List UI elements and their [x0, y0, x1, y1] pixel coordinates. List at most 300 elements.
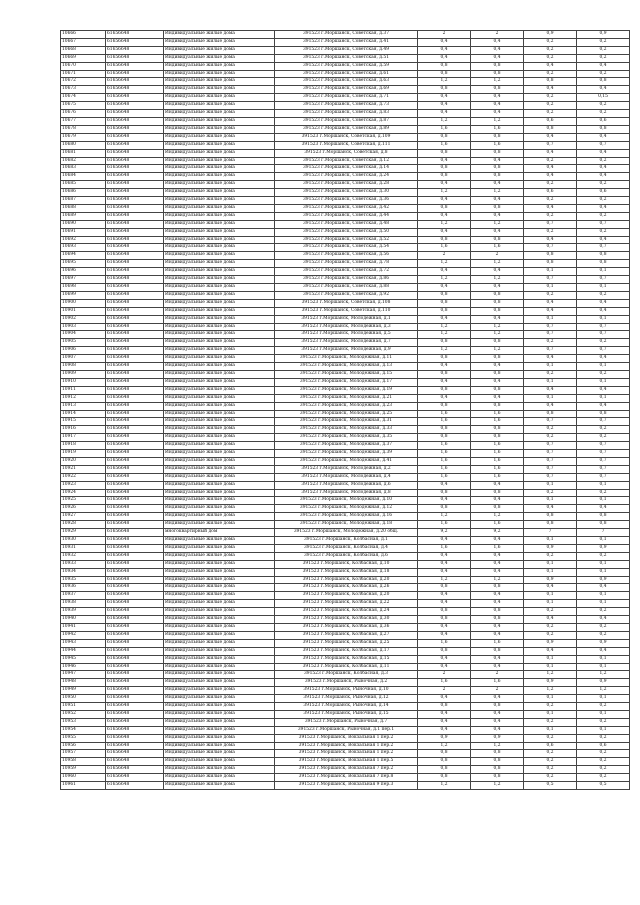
- code-cell: 61656648: [106, 220, 164, 228]
- value-cell-2: 1,2: [471, 117, 524, 125]
- value-cell-2: 0,4: [471, 600, 524, 608]
- value-cell-4: 0,1: [577, 655, 630, 663]
- table-row: [61, 647, 630, 655]
- object-type-cell: Индивидуальные жилые дома: [164, 78, 275, 86]
- row-number-cell: 10681: [61, 149, 106, 157]
- table-row: [61, 268, 630, 276]
- value-cell-2: 1,2: [471, 276, 524, 284]
- value-cell-1: 1,6: [418, 473, 471, 481]
- value-cell-2: 0,4: [471, 54, 524, 62]
- value-cell-2: 0,8: [471, 133, 524, 141]
- object-type-cell: Индивидуальные жилые дома: [164, 370, 275, 378]
- value-cell-2: 0,4: [471, 631, 524, 639]
- address-cell: 391523 г.Моршанск, Советская, д.44: [275, 212, 418, 220]
- object-type-cell: Индивидуальные жилые дома: [164, 489, 275, 497]
- row-number-cell: 10917: [61, 434, 106, 442]
- object-type-cell: Индивидуальные жилые дома: [164, 204, 275, 212]
- code-cell: 61656648: [106, 291, 164, 299]
- row-number-cell: 10956: [61, 742, 106, 750]
- row-number-cell: 10667: [61, 38, 106, 46]
- value-cell-2: 0,9: [471, 734, 524, 742]
- value-cell-2: 1,6: [471, 457, 524, 465]
- code-cell: 61656648: [106, 774, 164, 782]
- code-cell: 61656648: [106, 228, 164, 236]
- address-cell: 391523 г.Моршанск, Молодежная, д.8: [275, 489, 418, 497]
- table-row: [61, 339, 630, 347]
- row-number-cell: 10676: [61, 110, 106, 118]
- value-cell-4: 0,2: [577, 631, 630, 639]
- object-type-cell: Индивидуальные жилые дома: [164, 497, 275, 505]
- value-cell-2: 0,8: [471, 766, 524, 774]
- value-cell-4: 0,4: [577, 133, 630, 141]
- row-number-cell: 10688: [61, 204, 106, 212]
- value-cell-2: 0,8: [471, 355, 524, 363]
- row-number-cell: 10910: [61, 378, 106, 386]
- address-cell: 391523 г.Моршанск, Вокзальная 9 пер.3: [275, 782, 418, 790]
- object-type-cell: Индивидуальные жилые дома: [164, 457, 275, 465]
- value-cell-2: 1,6: [471, 639, 524, 647]
- code-cell: 61656648: [106, 141, 164, 149]
- address-cell: 391523 г.Моршанск, Молодежная, д.37: [275, 442, 418, 450]
- table-row: [61, 54, 630, 62]
- code-cell: 61656648: [106, 426, 164, 434]
- value-cell-2: 0,8: [471, 173, 524, 181]
- address-cell: 391523 г.Моршанск, Молодежная, д.2: [275, 465, 418, 473]
- value-cell-2: 0,8: [471, 62, 524, 70]
- address-cell: 391523 г.Моршанск, Советская, д.87: [275, 117, 418, 125]
- address-cell: 391523 г.Моршанск, Молодежная, д.17: [275, 378, 418, 386]
- value-cell-4: 0,7: [577, 276, 630, 284]
- value-cell-2: 1,2: [471, 782, 524, 790]
- row-number-cell: 10908: [61, 363, 106, 371]
- value-cell-1: 0,4: [418, 363, 471, 371]
- value-cell-2: 0,8: [471, 370, 524, 378]
- object-type-cell: Индивидуальные жилые дома: [164, 450, 275, 458]
- code-cell: 61656648: [106, 600, 164, 608]
- value-cell-4: 0,8: [577, 521, 630, 529]
- value-cell-4: 0,1: [577, 592, 630, 600]
- value-cell-4: 0,4: [577, 86, 630, 94]
- value-cell-2: 0,8: [471, 774, 524, 782]
- value-cell-1: 0,8: [418, 774, 471, 782]
- value-cell-4: 0,9: [577, 639, 630, 647]
- value-cell-4: 0,7: [577, 418, 630, 426]
- object-type-cell: Индивидуальные жилые дома: [164, 655, 275, 663]
- value-cell-3: 0,2: [524, 94, 577, 102]
- value-cell-2: 0,8: [471, 505, 524, 513]
- value-cell-1: 0,8: [418, 386, 471, 394]
- object-type-cell: Индивидуальные жилые дома: [164, 363, 275, 371]
- address-cell: 391523 г.Моршанск, Советская, д.110: [275, 307, 418, 315]
- value-cell-4: 0,8: [577, 125, 630, 133]
- value-cell-4: 0,6: [577, 742, 630, 750]
- value-cell-2: 1,2: [471, 220, 524, 228]
- value-cell-1: 1,6: [418, 457, 471, 465]
- row-number-cell: 10929: [61, 529, 106, 537]
- value-cell-3: 0,4: [524, 204, 577, 212]
- object-type-cell: Индивидуальные жилые дома: [164, 378, 275, 386]
- row-number-cell: 10912: [61, 394, 106, 402]
- object-type-cell: Индивидуальные жилые дома: [164, 623, 275, 631]
- data-table: [60, 30, 630, 790]
- value-cell-4: 0,1: [577, 315, 630, 323]
- row-number-cell: 10903: [61, 323, 106, 331]
- value-cell-3: 0,2: [524, 434, 577, 442]
- address-cell: 391523 г.Моршанск, Молодежная, д.33: [275, 426, 418, 434]
- value-cell-1: 2: [418, 671, 471, 679]
- data-table-sheet: [60, 30, 607, 790]
- row-number-cell: 10933: [61, 560, 106, 568]
- value-cell-2: 0,8: [471, 703, 524, 711]
- value-cell-2: 1,6: [471, 418, 524, 426]
- value-cell-2: 1,2: [471, 189, 524, 197]
- code-cell: 61656648: [106, 521, 164, 529]
- address-cell: 391523 г.Моршанск, Колбасная, д.24: [275, 608, 418, 616]
- value-cell-3: 0,4: [524, 386, 577, 394]
- value-cell-3: 0,2: [524, 750, 577, 758]
- table-row: [61, 774, 630, 782]
- value-cell-3: 0,7: [524, 276, 577, 284]
- value-cell-4: 0,1: [577, 560, 630, 568]
- object-type-cell: Индивидуальные жилые дома: [164, 568, 275, 576]
- value-cell-4: 0,5: [577, 782, 630, 790]
- address-cell: 391523 г.Моршанск, Советская, д.50: [275, 228, 418, 236]
- value-cell-2: 0,4: [471, 315, 524, 323]
- value-cell-4: 0,1: [577, 600, 630, 608]
- table-row: [61, 252, 630, 260]
- value-cell-2: 0,4: [471, 181, 524, 189]
- row-number-cell: 10679: [61, 133, 106, 141]
- value-cell-4: 0,4: [577, 165, 630, 173]
- value-cell-3: 0,2: [524, 623, 577, 631]
- value-cell-3: 0,1: [524, 363, 577, 371]
- row-number-cell: 10949: [61, 687, 106, 695]
- table-row: [61, 355, 630, 363]
- value-cell-3: 0,1: [524, 655, 577, 663]
- code-cell: 61656648: [106, 149, 164, 157]
- value-cell-4: 0,1: [577, 394, 630, 402]
- value-cell-4: 0,9: [577, 31, 630, 39]
- object-type-cell: Индивидуальные жилые дома: [164, 718, 275, 726]
- value-cell-2: 1,6: [471, 141, 524, 149]
- row-number-cell: 10951: [61, 703, 106, 711]
- value-cell-1: 1,2: [418, 782, 471, 790]
- value-cell-2: 0,8: [471, 291, 524, 299]
- value-cell-1: 0,8: [418, 291, 471, 299]
- value-cell-4: 0,4: [577, 402, 630, 410]
- value-cell-4: 0,1: [577, 663, 630, 671]
- value-cell-3: 0,5: [524, 782, 577, 790]
- row-number-cell: 10685: [61, 181, 106, 189]
- value-cell-2: 0,4: [471, 94, 524, 102]
- address-cell: 391523 г.Моршанск, Молодежная, д.23: [275, 402, 418, 410]
- value-cell-1: 1,2: [418, 189, 471, 197]
- address-cell: 391523 г.Моршанск, Колбасная, д.10: [275, 560, 418, 568]
- value-cell-3: 0,1: [524, 268, 577, 276]
- code-cell: 61656648: [106, 402, 164, 410]
- value-cell-1: 1,6: [418, 442, 471, 450]
- address-cell: 391523 г.Моршанск, Молодежная, д.13: [275, 363, 418, 371]
- address-cell: 391523 г.Моршанск, Молодежная, д.41: [275, 457, 418, 465]
- object-type-cell: Индивидуальные жилые дома: [164, 513, 275, 521]
- address-cell: 391523 г.Моршанск, Советская, д.56: [275, 252, 418, 260]
- value-cell-4: 0,4: [577, 307, 630, 315]
- address-cell: 391523 г.Моршанск, Советская, д.89: [275, 125, 418, 133]
- value-cell-3: 0,2: [524, 110, 577, 118]
- value-cell-1: 1,2: [418, 117, 471, 125]
- value-cell-3: 0,7: [524, 220, 577, 228]
- object-type-cell: Индивидуальные жилые дома: [164, 481, 275, 489]
- value-cell-1: 1,6: [418, 125, 471, 133]
- row-number-cell: 10941: [61, 623, 106, 631]
- table-row: [61, 442, 630, 450]
- value-cell-4: 0,7: [577, 141, 630, 149]
- address-cell: 391523 г.Моршанск, Колбасная, д.26: [275, 584, 418, 592]
- address-cell: 391523 г.Моршанск, Рыночная, д.10: [275, 687, 418, 695]
- code-cell: 61656648: [106, 434, 164, 442]
- value-cell-1: 0,4: [418, 718, 471, 726]
- code-cell: 61656648: [106, 252, 164, 260]
- value-cell-1: 1,2: [418, 576, 471, 584]
- code-cell: 61656648: [106, 157, 164, 165]
- value-cell-3: 0,2: [524, 339, 577, 347]
- object-type-cell: Индивидуальные жилые дома: [164, 742, 275, 750]
- value-cell-3: 0,7: [524, 347, 577, 355]
- row-number-cell: 10953: [61, 718, 106, 726]
- value-cell-1: 0,8: [418, 236, 471, 244]
- table-row: [61, 639, 630, 647]
- value-cell-3: 0,8: [524, 125, 577, 133]
- address-cell: 391523 г.Моршанск, Рыночная, д.7: [275, 718, 418, 726]
- value-cell-3: 0,2: [524, 608, 577, 616]
- value-cell-4: 0,1: [577, 481, 630, 489]
- value-cell-3: 0,4: [524, 647, 577, 655]
- table-row: [61, 552, 630, 560]
- value-cell-3: 0,1: [524, 600, 577, 608]
- code-cell: 61656648: [106, 552, 164, 560]
- value-cell-4: 0,2: [577, 489, 630, 497]
- object-type-cell: Индивидуальные жилые дома: [164, 276, 275, 284]
- row-number-cell: 10937: [61, 592, 106, 600]
- code-cell: 61656648: [106, 710, 164, 718]
- address-cell: 391523 г.Моршанск, Колбасная, д.25: [275, 639, 418, 647]
- object-type-cell: Индивидуальные жилые дома: [164, 750, 275, 758]
- value-cell-4: 0,4: [577, 62, 630, 70]
- address-cell: 391523 г.Моршанск, Колбасная, д.11: [275, 663, 418, 671]
- object-type-cell: Индивидуальные жилые дома: [164, 560, 275, 568]
- object-type-cell: Индивидуальные жилые дома: [164, 347, 275, 355]
- value-cell-2: 1,6: [471, 679, 524, 687]
- object-type-cell: Индивидуальные жилые дома: [164, 54, 275, 62]
- value-cell-1: 0,4: [418, 663, 471, 671]
- value-cell-4: 0,2: [577, 102, 630, 110]
- code-cell: 61656648: [106, 110, 164, 118]
- value-cell-3: 0,2: [524, 291, 577, 299]
- table-row: [61, 758, 630, 766]
- value-cell-3: 0,4: [524, 165, 577, 173]
- object-type-cell: Индивидуальные жилые дома: [164, 687, 275, 695]
- address-cell: 391523 г.Моршанск, Молодежная, д.31: [275, 418, 418, 426]
- object-type-cell: Индивидуальные жилые дома: [164, 197, 275, 205]
- object-type-cell: Индивидуальные жилые дома: [164, 268, 275, 276]
- code-cell: 61656648: [106, 62, 164, 70]
- code-cell: 61656648: [106, 497, 164, 505]
- row-number-cell: 10694: [61, 252, 106, 260]
- object-type-cell: Индивидуальные жилые дома: [164, 165, 275, 173]
- value-cell-3: 0,8: [524, 260, 577, 268]
- value-cell-3: 0,4: [524, 236, 577, 244]
- value-cell-4: 0,4: [577, 173, 630, 181]
- value-cell-3: 0,1: [524, 710, 577, 718]
- address-cell: 391523 г.Моршанск, Молодежная, д.21: [275, 394, 418, 402]
- object-type-cell: Индивидуальные жилые дома: [164, 505, 275, 513]
- code-cell: 61656648: [106, 529, 164, 537]
- value-cell-2: 1,2: [471, 331, 524, 339]
- table-row: [61, 363, 630, 371]
- object-type-cell: Индивидуальные жилые дома: [164, 394, 275, 402]
- address-cell: 391523 г.Моршанск, Колбасная, д.15: [275, 655, 418, 663]
- table-row: [61, 663, 630, 671]
- table-row: [61, 426, 630, 434]
- address-cell: 391523 г.Моршанск, Вокзальная 7 пер.8: [275, 774, 418, 782]
- value-cell-1: 9,2: [418, 529, 471, 537]
- row-number-cell: 10666: [61, 31, 106, 39]
- value-cell-1: 1,6: [418, 141, 471, 149]
- value-cell-1: 1,2: [418, 260, 471, 268]
- value-cell-4: 0,2: [577, 370, 630, 378]
- row-number-cell: 10675: [61, 102, 106, 110]
- table-row: [61, 631, 630, 639]
- table-row: [61, 244, 630, 252]
- value-cell-4: 0,7: [577, 442, 630, 450]
- value-cell-1: 0,8: [418, 758, 471, 766]
- object-type-cell: Индивидуальные жилые дома: [164, 94, 275, 102]
- row-number-cell: 10682: [61, 157, 106, 165]
- value-cell-1: 0,4: [418, 592, 471, 600]
- address-cell: 391523 г.Моршанск, Молодежная, д.1: [275, 315, 418, 323]
- value-cell-3: 0,1: [524, 695, 577, 703]
- value-cell-2: 0,4: [471, 552, 524, 560]
- address-cell: 391523 г.Моршанск, Молодежная, д.20 общ.: [275, 529, 418, 537]
- code-cell: 61656648: [106, 418, 164, 426]
- object-type-cell: Индивидуальные жилые дома: [164, 284, 275, 292]
- value-cell-1: 0,4: [418, 212, 471, 220]
- value-cell-2: 2: [471, 687, 524, 695]
- value-cell-2: 0,4: [471, 655, 524, 663]
- table-row: [61, 31, 630, 39]
- row-number-cell: 10692: [61, 236, 106, 244]
- object-type-cell: Индивидуальные жилые дома: [164, 125, 275, 133]
- value-cell-1: 0,8: [418, 584, 471, 592]
- row-number-cell: 10913: [61, 402, 106, 410]
- object-type-cell: Индивидуальные жилые дома: [164, 46, 275, 54]
- table-row: [61, 189, 630, 197]
- value-cell-4: 0,1: [577, 363, 630, 371]
- address-cell: 391523 г.Моршанск, Советская, д.88: [275, 284, 418, 292]
- address-cell: 391523 г.Моршанск, Советская, д.37: [275, 31, 418, 39]
- value-cell-2: 1,2: [471, 576, 524, 584]
- address-cell: 391523 г.Моршанск, Советская, д.61: [275, 70, 418, 78]
- object-type-cell: Индивидуальные жилые дома: [164, 189, 275, 197]
- value-cell-4: 0,1: [577, 537, 630, 545]
- value-cell-1: 0,4: [418, 710, 471, 718]
- row-number-cell: 10959: [61, 766, 106, 774]
- value-cell-3: 0,2: [524, 774, 577, 782]
- address-cell: 391523 г.Моршанск, Колбасная, д.30: [275, 616, 418, 624]
- value-cell-4: 0,2: [577, 718, 630, 726]
- table-row: [61, 600, 630, 608]
- table-row: [61, 260, 630, 268]
- row-number-cell: 10930: [61, 537, 106, 545]
- address-cell: 391523 г.Моршанск, Молодежная, д.15: [275, 370, 418, 378]
- value-cell-4: 0,8: [577, 410, 630, 418]
- value-cell-4: 0,2: [577, 46, 630, 54]
- value-cell-3: 0,7: [524, 457, 577, 465]
- value-cell-1: 1,6: [418, 639, 471, 647]
- object-type-cell: Индивидуальные жилые дома: [164, 38, 275, 46]
- value-cell-2: 1,6: [471, 410, 524, 418]
- value-cell-1: 1,6: [418, 450, 471, 458]
- address-cell: 391523 г.Моршанск, Молодежная, д.35: [275, 434, 418, 442]
- value-cell-4: 0,1: [577, 497, 630, 505]
- value-cell-3: 0,2: [524, 181, 577, 189]
- value-cell-3: 0,1: [524, 537, 577, 545]
- row-number-cell: 10674: [61, 94, 106, 102]
- address-cell: 391523 г.Моршанск, Советская, д.36: [275, 197, 418, 205]
- row-number-cell: 10926: [61, 505, 106, 513]
- value-cell-1: 0,4: [418, 623, 471, 631]
- table-row: [61, 710, 630, 718]
- value-cell-3: 0,2: [524, 46, 577, 54]
- object-type-cell: многоквартирный дом: [164, 529, 275, 537]
- value-cell-2: 0,8: [471, 149, 524, 157]
- code-cell: 61656648: [106, 750, 164, 758]
- code-cell: 61656648: [106, 647, 164, 655]
- address-cell: 391523 г.Моршанск, Молодежная, д.12: [275, 505, 418, 513]
- object-type-cell: Индивидуальные жилые дома: [164, 521, 275, 529]
- row-number-cell: 10699: [61, 291, 106, 299]
- code-cell: 61656648: [106, 54, 164, 62]
- address-cell: 391523 г.Моршанск, Рыночная, д.14: [275, 703, 418, 711]
- code-cell: 61656648: [106, 782, 164, 790]
- value-cell-4: 0,4: [577, 616, 630, 624]
- value-cell-2: 0,4: [471, 481, 524, 489]
- row-number-cell: 10942: [61, 631, 106, 639]
- table-row: [61, 307, 630, 315]
- table-row: [61, 450, 630, 458]
- value-cell-4: 0,2: [577, 197, 630, 205]
- table-row: [61, 687, 630, 695]
- value-cell-2: 0,8: [471, 750, 524, 758]
- object-type-cell: Индивидуальные жилые дома: [164, 307, 275, 315]
- value-cell-2: 1,6: [471, 544, 524, 552]
- value-cell-1: 0,4: [418, 102, 471, 110]
- object-type-cell: Индивидуальные жилые дома: [164, 410, 275, 418]
- row-number-cell: 10902: [61, 315, 106, 323]
- value-cell-2: 0,8: [471, 616, 524, 624]
- value-cell-2: 0,8: [471, 204, 524, 212]
- value-cell-2: 0,8: [471, 647, 524, 655]
- address-cell: 391523 г.Моршанск, Молодежная, д.7: [275, 339, 418, 347]
- value-cell-3: 1,2: [524, 687, 577, 695]
- value-cell-2: 1,2: [471, 513, 524, 521]
- address-cell: 391523 г.Моршанск, Вокзальная 1 пер.2: [275, 742, 418, 750]
- address-cell: 391523 г.Моршанск, Молодежная, д.4: [275, 473, 418, 481]
- address-cell: 391523 г.Моршанск, Советская, д.54: [275, 244, 418, 252]
- value-cell-4: 0,7: [577, 323, 630, 331]
- table-row: [61, 766, 630, 774]
- table-row: [61, 608, 630, 616]
